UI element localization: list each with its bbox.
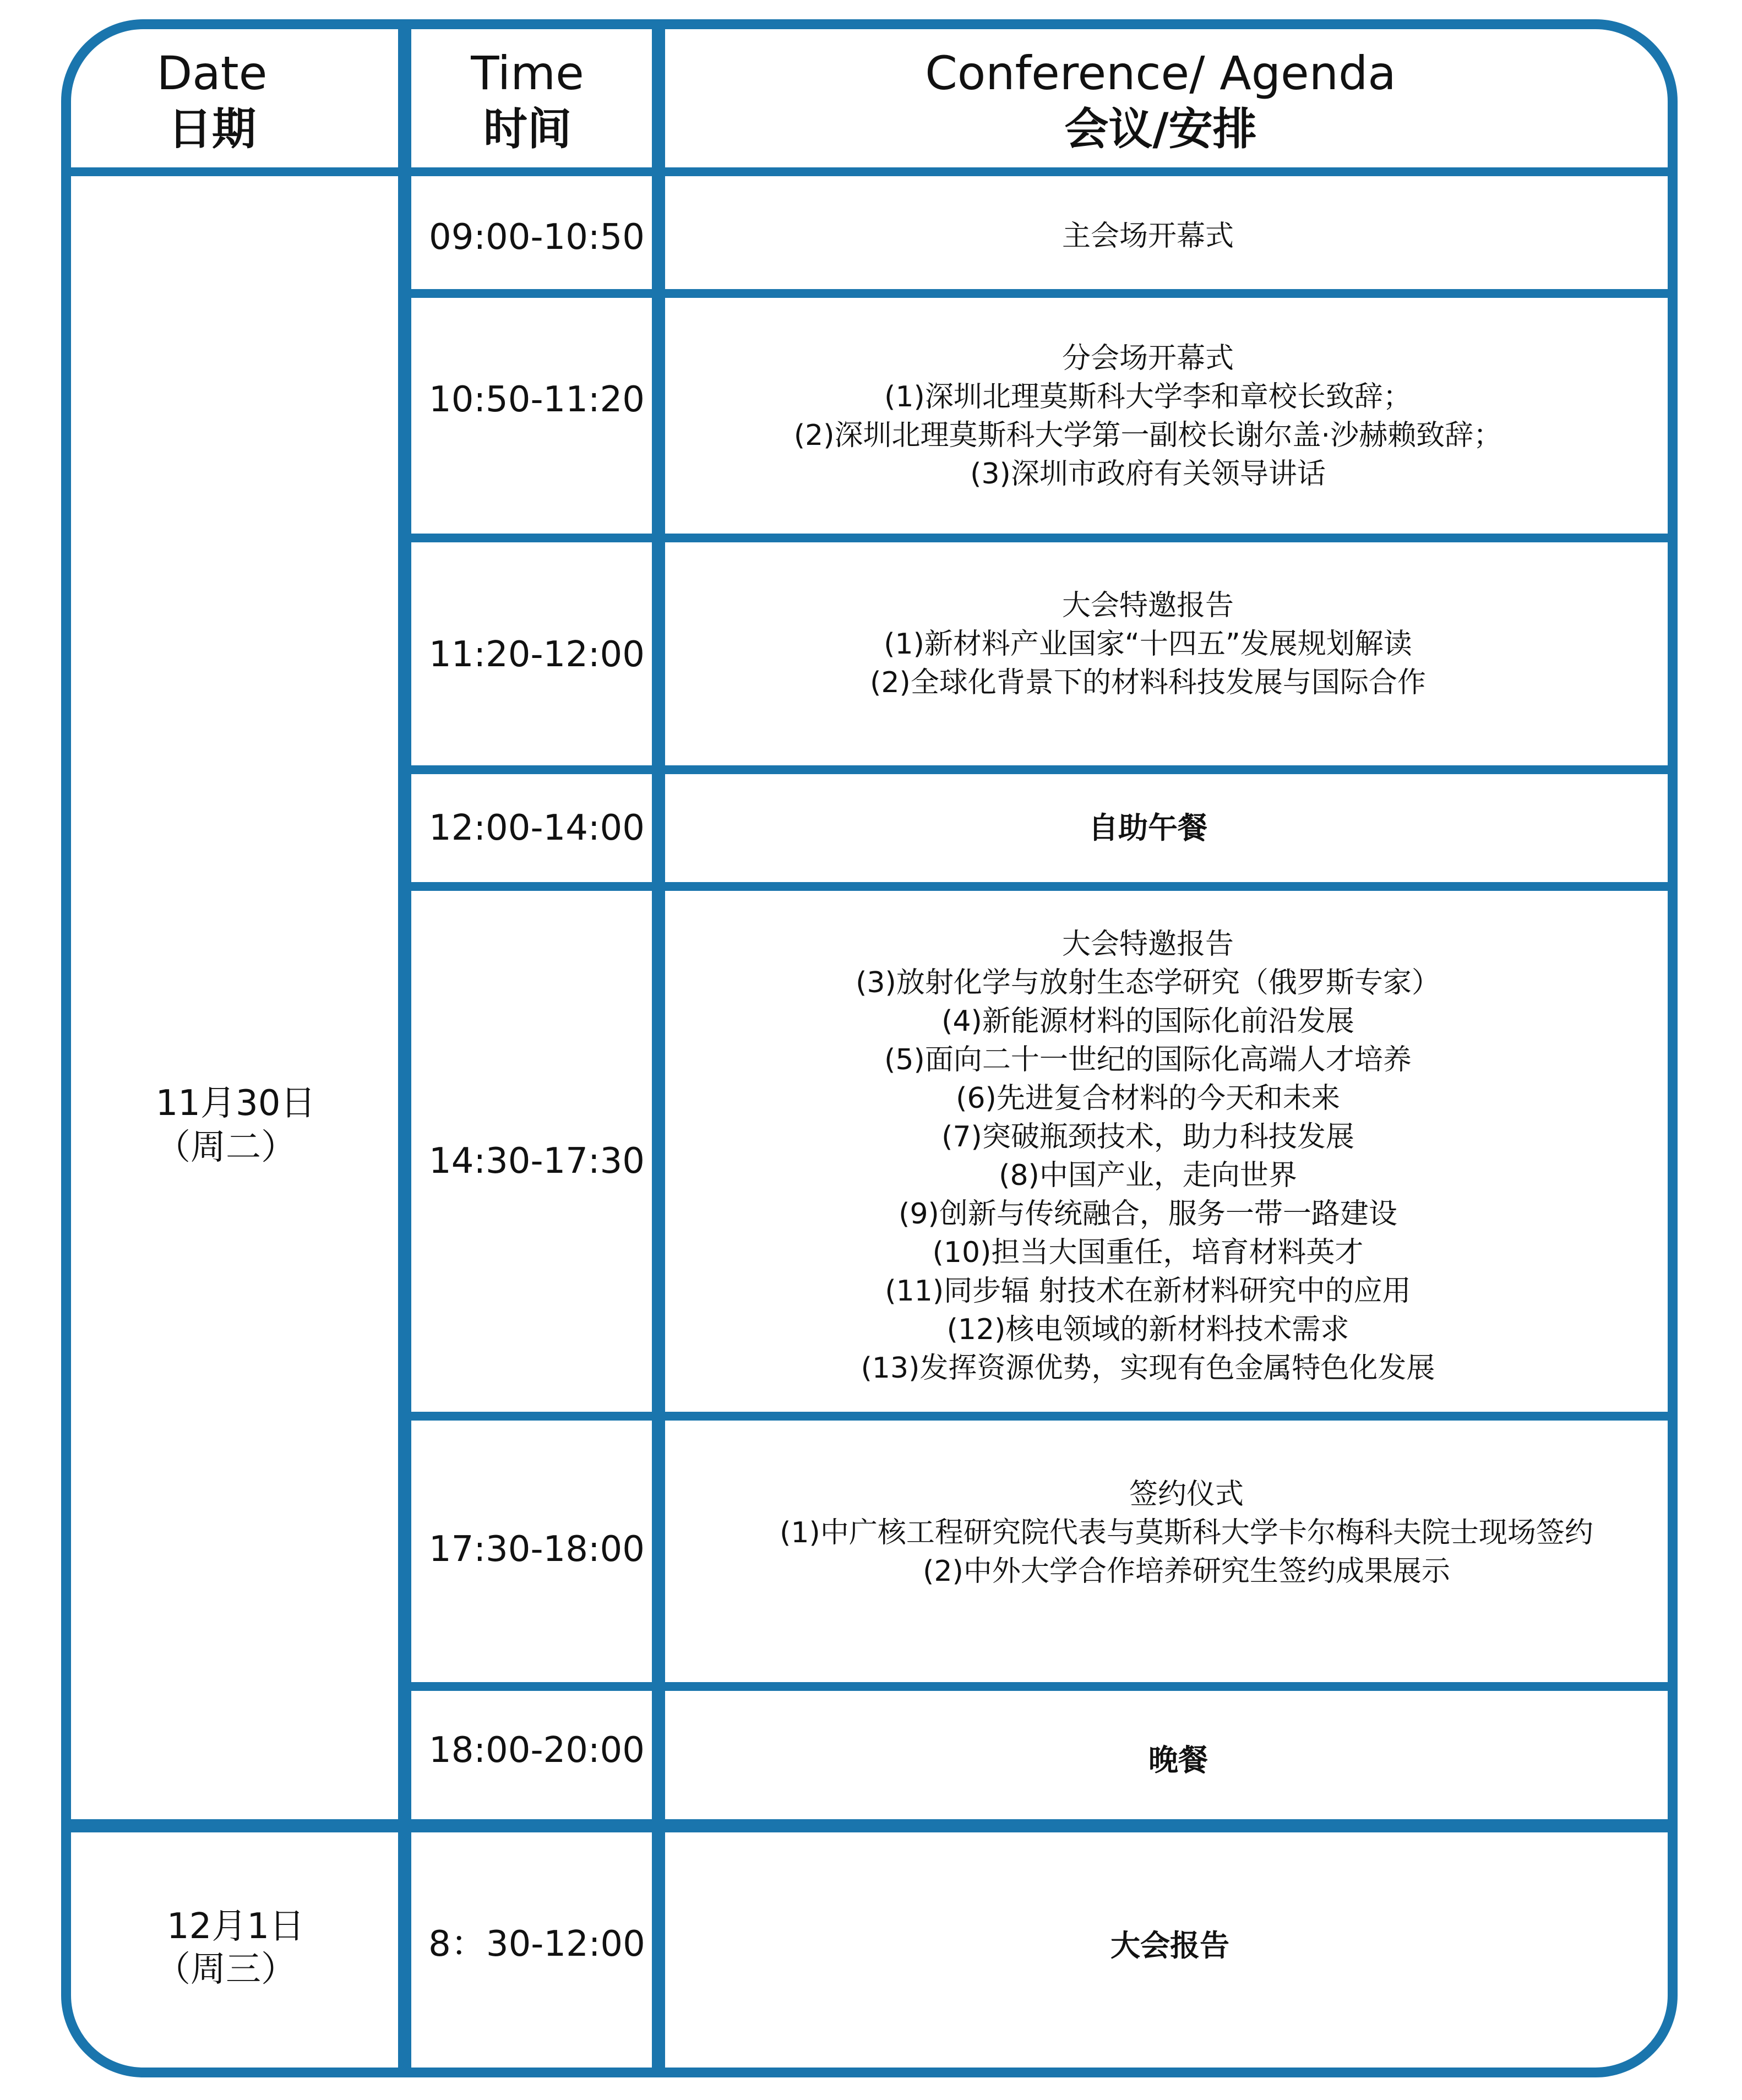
row-1-agenda-line: 主会场开幕式 [1061, 220, 1234, 253]
row-6-agenda-line: (2)中外大学合作培养研究生签约成果展示 [923, 1555, 1450, 1588]
row-5-agenda-line: (13)发挥资源优势，实现有色金属特色化发展 [861, 1352, 1435, 1385]
row-2-agenda-line: (1)深圳北理莫斯科大学李和章校长致辞； [884, 380, 1412, 414]
row-6-agenda-line: (1)中广核工程研究院代表与莫斯科大学卡尔梅科夫院士现场签约 [780, 1516, 1593, 1549]
row-5-agenda-line: (3)放射化学与放射生态学研究（俄罗斯专家） [856, 966, 1440, 999]
header-time-zh: 时间 [483, 104, 571, 155]
row-6-time: 17:30-18:00 [429, 1529, 645, 1570]
row-6-agenda-line: 签约仪式 [1129, 1478, 1244, 1511]
divider-time-agenda [652, 24, 665, 2072]
row-5-agenda-line: (8)中国产业，走向世界 [999, 1159, 1297, 1192]
row-3-agenda-line: (1)新材料产业国家“十四五”发展规划解读 [884, 628, 1412, 661]
row-5-agenda-line: (10)担当大国重任，培育材料英才 [932, 1236, 1364, 1269]
divider-day [66, 1819, 1677, 1832]
row-4-agenda-line: 自助午餐 [1088, 810, 1207, 845]
row-5-agenda-line: (5)面向二十一世纪的国际化高端人才培养 [884, 1043, 1412, 1076]
row-5-agenda-line: (6)先进复合材料的今天和未来 [956, 1082, 1340, 1115]
header-date-zh: 日期 [168, 104, 256, 155]
table-frame [66, 24, 1673, 2072]
row-8-agenda-line: 大会报告 [1110, 1928, 1229, 1963]
row-5-agenda-line: (11)同步辐 射技术在新材料研究中的应用 [885, 1275, 1411, 1308]
header-date-en: Date [156, 46, 268, 100]
row-4-time: 12:00-14:00 [429, 808, 645, 848]
day-2-date: 12月1日 [166, 1906, 305, 1947]
row-3-agenda-line: 大会特邀报告 [1061, 589, 1234, 622]
row-2-agenda-line: 分会场开幕式 [1061, 342, 1234, 375]
day-1-weekday: （周二） [155, 1127, 296, 1168]
divider-row-1 [405, 289, 1677, 298]
row-7-agenda-line: 晚餐 [1148, 1743, 1208, 1777]
row-7-time: 18:00-20:00 [429, 1730, 645, 1771]
divider-row-2 [405, 534, 1673, 542]
row-5-agenda-line: (7)突破瓶颈技术，助力科技发展 [941, 1120, 1354, 1154]
row-5-agenda-line: (4)新能源材料的国际化前沿发展 [941, 1005, 1354, 1038]
divider-row-3 [405, 765, 1673, 774]
row-2-agenda-line: (2)深圳北理莫斯科大学第一副校长谢尔盖·沙赫赖致辞； [793, 419, 1503, 452]
row-5-time: 14:30-17:30 [429, 1141, 645, 1182]
divider-row-5 [405, 1412, 1677, 1421]
header-agenda-zh: 会议/安排 [1064, 104, 1257, 155]
day-2-weekday: （周三） [155, 1949, 296, 1990]
row-2-time: 10:50-11:20 [429, 379, 645, 420]
divider-row-4 [405, 882, 1673, 891]
row-2-agenda-line: (3)深圳市政府有关领导讲话 [970, 458, 1326, 491]
row-5-agenda-line: (12)核电领域的新材料技术需求 [946, 1313, 1349, 1346]
row-1-time: 09:00-10:50 [429, 217, 645, 258]
row-8-time: 8：30-12:00 [428, 1924, 645, 1965]
row-3-time: 11:20-12:00 [429, 634, 645, 675]
divider-header [66, 167, 1673, 176]
row-5-agenda-line: 大会特邀报告 [1061, 928, 1234, 961]
divider-row-6 [405, 1682, 1673, 1691]
day-1-date: 11月30日 [155, 1083, 316, 1124]
row-5-agenda-line: (9)创新与传统融合，服务一带一路建设 [899, 1198, 1397, 1231]
divider-date-time [398, 24, 411, 2072]
header-agenda-en: Conference/ Agenda [925, 46, 1396, 100]
header-time-en: Time [471, 46, 584, 100]
row-3-agenda-line: (2)全球化背景下的材料科技发展与国际合作 [870, 666, 1426, 699]
